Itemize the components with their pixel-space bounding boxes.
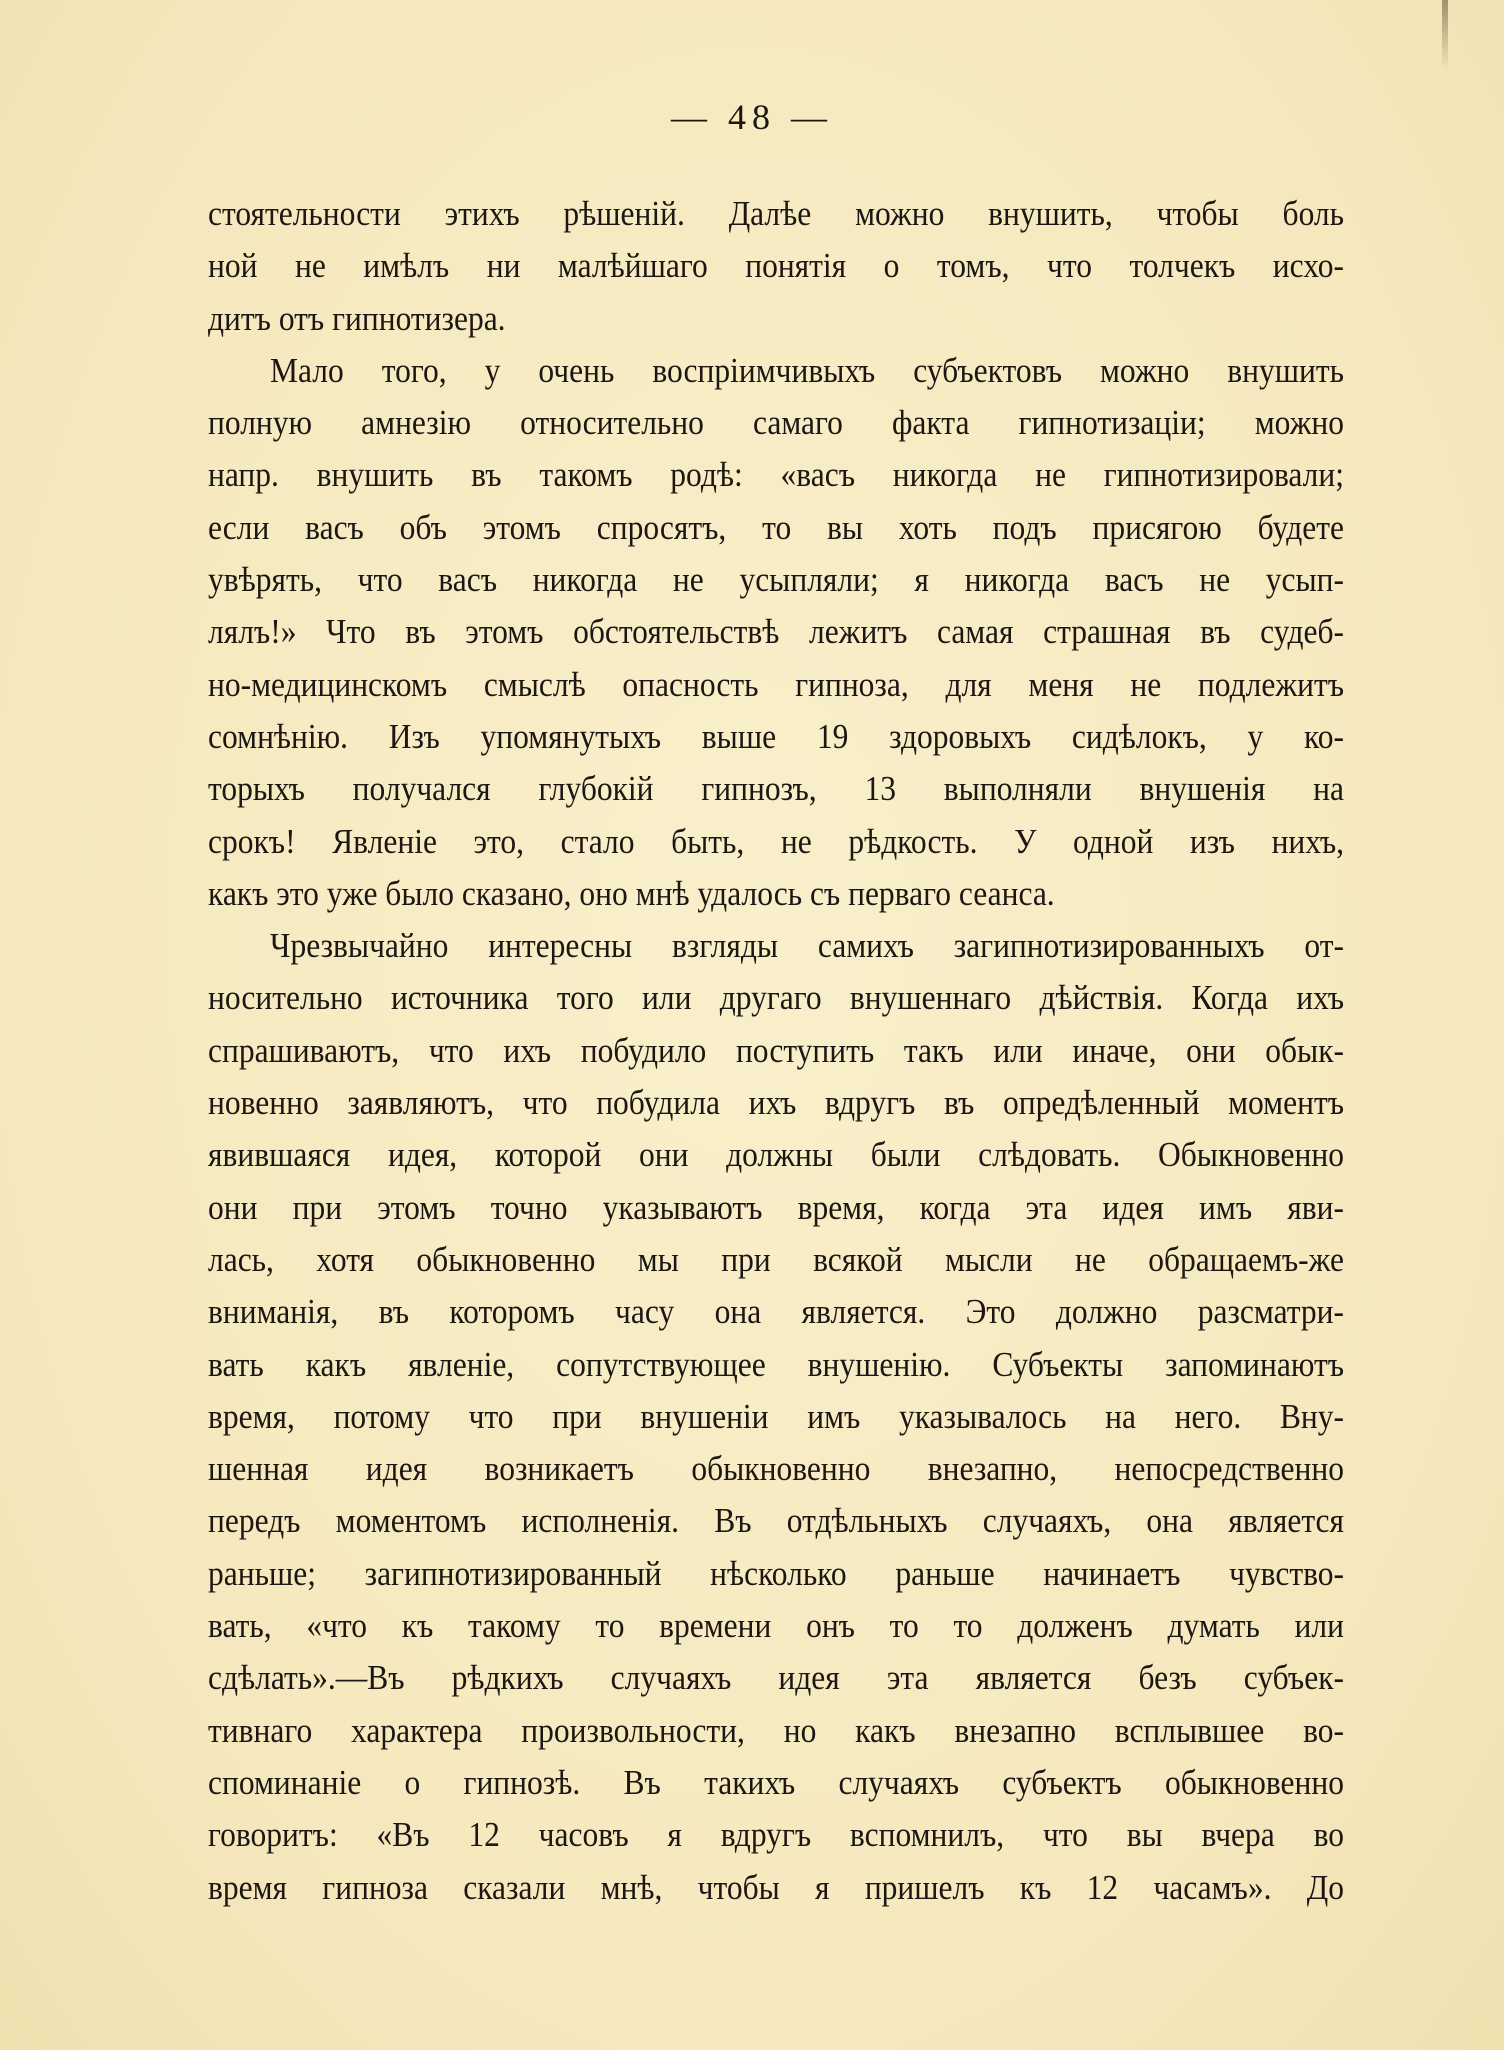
text-line: лялъ!» Что въ этомъ обстоятельствѣ лежитъ самая страшная въ судеб- [208,612,1344,652]
text-line: Чрезвычайно интересны взгляды самихъ загипнотизированныхъ от- [270,925,1344,966]
text-line: вниманія, въ которомъ часу она является. Это должно разсматри- [208,1292,1344,1332]
text-line: если васъ объ этомъ спросятъ, то вы хоть подъ присягою будете [208,507,1344,547]
text-line: говоритъ: «Въ 12 часовъ я вдругъ вспомнилъ, что вы вчера во [208,1815,1344,1855]
text-line: споминаніе о гипнозѣ. Въ такихъ случаяхъ субъектъ обыкновенно [208,1762,1344,1802]
text-line: они при этомъ точно указываютъ время, когда эта идея имъ яви- [208,1187,1344,1227]
text-line: увѣрять, что васъ никогда не усыпляли; я никогда васъ не усып- [208,559,1344,600]
text-line: Мало того, у очень воспріимчивыхъ субъектовъ можно внушить [270,350,1344,390]
text-line: сомнѣнію. Изъ упомянутыхъ выше 19 здоровыхъ сидѣлокъ, у ко- [208,716,1344,756]
text-line: спрашиваютъ, что ихъ побудило поступить такъ или иначе, они обык- [208,1030,1344,1070]
text-line: но-медицинскомъ смыслѣ опасность гипноза, для меня не подлежитъ [208,664,1344,704]
text-line: явившаяся идея, которой они должны были слѣдовать. Обыкновенно [208,1135,1344,1175]
text-line: раньше; загипнотизированный нѣсколько раньше начинаетъ чувство- [208,1553,1344,1593]
text-line: шенная идея возникаетъ обыкновенно внезапно, непосредственно [208,1448,1344,1489]
text-line: тивнаго характера произвольности, но какъ внезапно всплывшее во- [208,1710,1344,1750]
text-line: время гипноза сказали мнѣ, чтобы я пришелъ къ 12 часамъ». До [208,1867,1344,1907]
text-line: вать какъ явленіе, сопутствующее внушенію. Субъекты запоминаютъ [208,1344,1344,1384]
body-text [208,188,1344,1914]
text-line: сдѣлать».—Въ рѣдкихъ случаяхъ идея эта является безъ субъек- [208,1658,1344,1698]
text-line: лась, хотя обыкновенно мы при всякой мысли не обращаемъ-же [208,1239,1344,1279]
text-line: срокъ! Явленіе это, стало быть, не рѣдкость. У одной изъ нихъ, [208,821,1344,861]
text-line: напр. внушить въ такомъ родѣ: «васъ никогда не гипнотизировали; [208,455,1344,495]
text-line: вать, «что къ такому то времени онъ то то долженъ думать или [208,1605,1344,1646]
text-line: дитъ отъ гипнотизера. [208,298,506,338]
text-line: передъ моментомъ исполненія. Въ отдѣльныхъ случаяхъ, она является [208,1501,1344,1541]
text-line: носительно источника того или другаго внушеннаго дѣйствія. Когда ихъ [208,978,1344,1018]
text-line: стоятельности этихъ рѣшеній. Далѣе можно внушить, чтобы боль [208,193,1344,234]
text-line: полную амнезію относительно самаго факта гипнотизаціи; можно [208,403,1344,443]
page-edge-mark [1442,0,1448,70]
text-line: торыхъ получался глубокій гипнозъ, 13 выполняли внушенія на [208,769,1344,809]
text-line: новенно заявляютъ, что побудила ихъ вдругъ въ опредѣленный моментъ [208,1082,1344,1123]
text-line: ной не имѣлъ ни малѣйшаго понятія о томъ, что толчекъ исхо- [208,246,1344,286]
text-line: какъ это уже было сказано, оно мнѣ удалось съ перваго сеанса. [208,873,1055,913]
text-line: время, потому что при внушеніи имъ указывалось на него. Вну- [208,1396,1344,1436]
page-number: — 48 — [671,97,833,137]
